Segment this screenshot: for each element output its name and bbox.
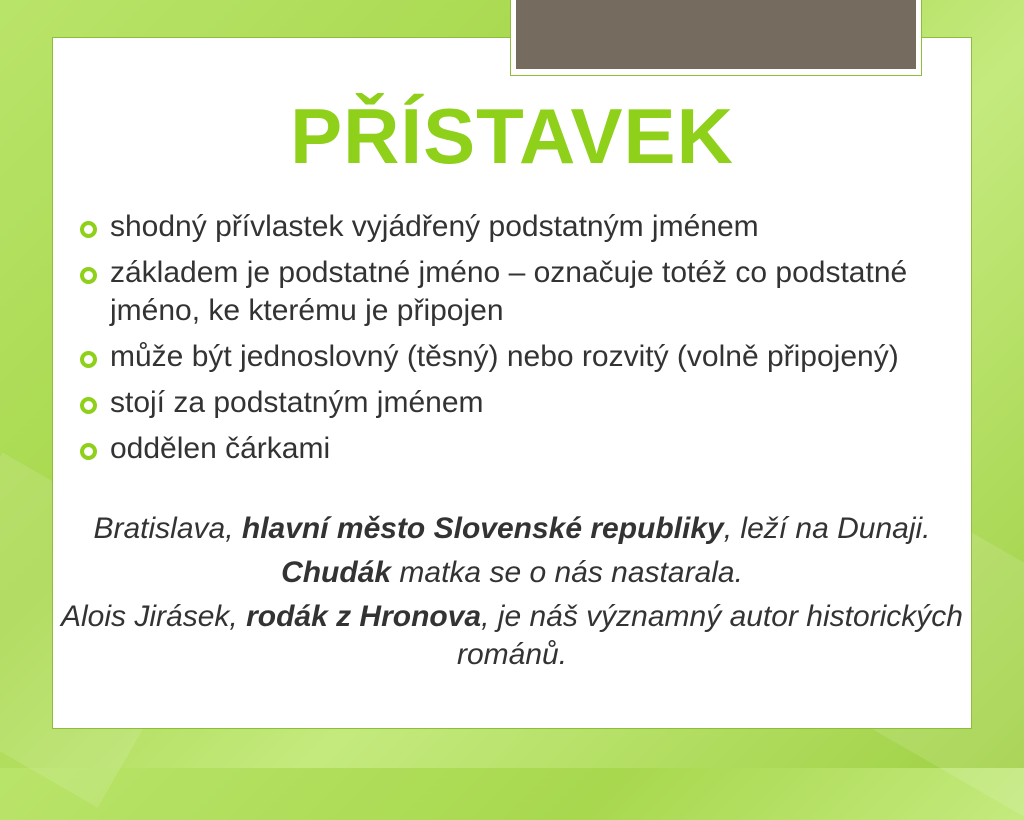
example-appositive: hlavní město Slovenské republiky <box>241 512 724 545</box>
bullet-item <box>76 208 956 246</box>
bullet-item <box>76 384 956 422</box>
bullet-text: oddělen čárkami <box>110 432 331 465</box>
ring-bullet-icon <box>80 221 97 238</box>
ring-bullet-icon <box>80 351 97 368</box>
decorative-tab-fill <box>516 0 916 69</box>
example-appositive: rodák z Hronova <box>246 600 482 633</box>
bullet-text: může být jednoslovný (těsný) nebo rozvitý (volně připojený) <box>110 340 899 373</box>
example-text: Alois Jirásek, <box>61 600 247 633</box>
example-text: Bratislava, <box>93 512 242 545</box>
example-text: , leží na Dunaji. <box>723 512 931 545</box>
bullet-text: shodný přívlastek vyjádřený podstatným jménem <box>110 210 759 243</box>
example-sentences <box>60 510 964 680</box>
ring-bullet-icon <box>80 397 97 414</box>
bullet-item <box>76 338 956 376</box>
bullet-item <box>76 254 956 330</box>
ring-bullet-icon <box>80 267 97 284</box>
example-sentence <box>60 510 964 548</box>
example-sentence <box>60 598 964 674</box>
example-text: , je náš významný autor historických románů. <box>456 600 963 671</box>
example-sentence <box>60 554 964 592</box>
bullet-list <box>76 208 956 476</box>
bullet-item <box>76 430 956 468</box>
bullet-text: stojí za podstatným jménem <box>110 386 484 419</box>
bullet-text: základem je podstatné jméno – označuje totéž co podstatné jméno, ke kterému je připojen <box>110 256 908 327</box>
ring-bullet-icon <box>80 443 97 460</box>
example-text: matka se o nás nastarala. <box>391 556 743 589</box>
decorative-tab <box>510 0 922 76</box>
slide-title: PŘÍSTAVEK <box>290 92 734 180</box>
example-appositive: Chudák <box>281 556 392 589</box>
